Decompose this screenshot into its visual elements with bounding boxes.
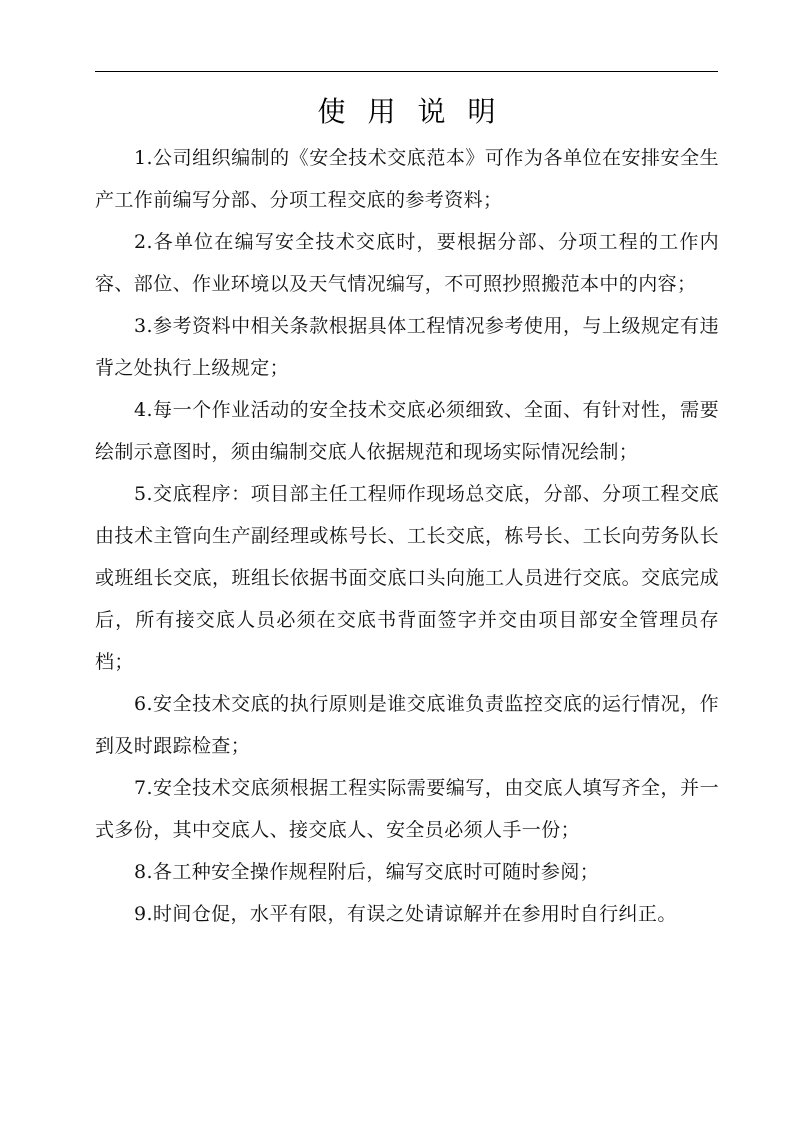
- paragraph-2: 2.各单位在编写安全技术交底时，要根据分部、分项工程的工作内容、部位、作业环境以及天气情况编写，不可照抄照搬范本中的内容；: [95, 231, 719, 295]
- paragraph-3: 3.参考资料中相关条款根据具体工程情况参考使用，与上级规定有违背之处执行上级规定；: [95, 315, 719, 379]
- header-rule: [95, 71, 718, 72]
- paragraph-9: 9.时间仓促，水平有限，有误之处请谅解并在参用时自行纠正。: [134, 903, 677, 925]
- paragraph-1: 1.公司组织编制的《安全技术交底范本》可作为各单位在安排安全生产工作前编写分部、分项工程交底的参考资料；: [95, 147, 719, 211]
- page-title: 使用说明: [317, 95, 518, 128]
- paragraph-7: 7.安全技术交底须根据工程实际需要编写，由交底人填写齐全，并一式多份，其中交底人、接交底人、安全员必须人手一份；: [95, 777, 719, 841]
- paragraph-5: 5.交底程序：项目部主任工程师作现场总交底，分部、分项工程交底由技术主管向生产副经理或栋号长、工长交底，栋号长、工长向劳务队长或班组长交底，班组长依据书面交底口头向施工人员进行交底。交底完成后，所有接交底人员必须在交底书背面签字并交由项目部安全管理员存档；: [95, 483, 719, 673]
- paragraph-8: 8.各工种安全操作规程附后，编写交底时可随时参阅；: [134, 861, 600, 883]
- paragraph-4: 4.每一个作业活动的安全技术交底必须细致、全面、有针对性，需要绘制示意图时，须由编制交底人依据规范和现场实际情况绘制；: [95, 399, 719, 463]
- paragraph-6: 6.安全技术交底的执行原则是谁交底谁负责监控交底的运行情况，作到及时跟踪检查；: [95, 693, 719, 757]
- document-body: [95, 137, 719, 935]
